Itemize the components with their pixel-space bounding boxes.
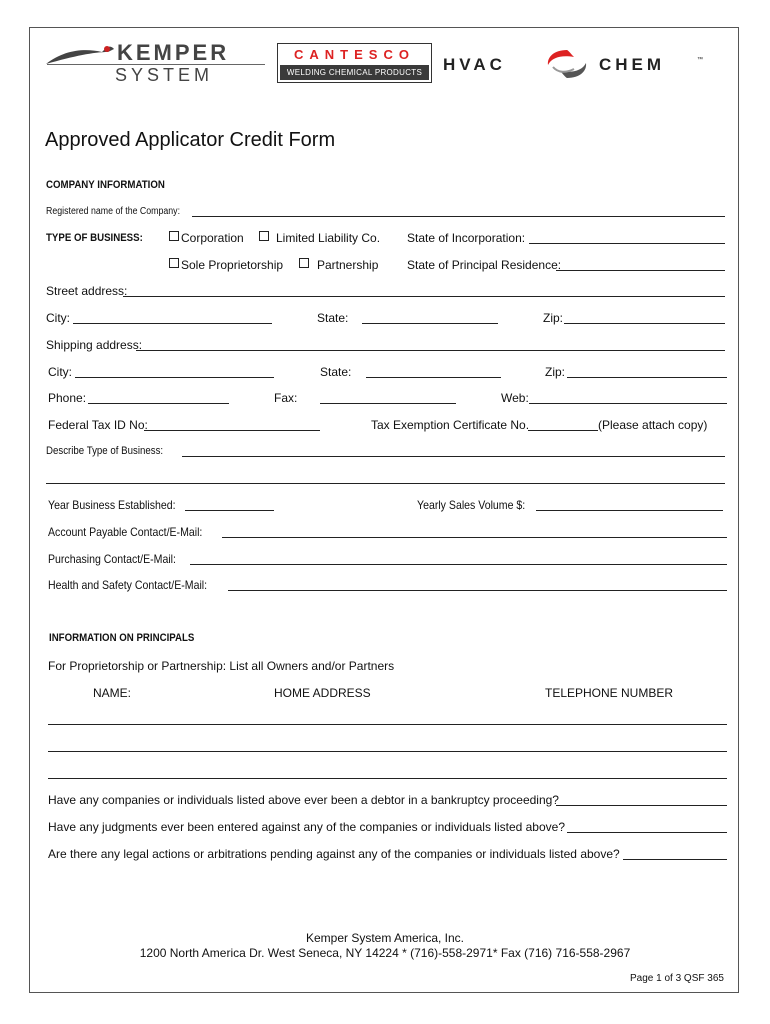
street-address-label: Street address: xyxy=(46,284,128,298)
principal-row-1[interactable] xyxy=(48,724,727,725)
shipping-state-label: State: xyxy=(320,365,352,379)
state-incorporation-label: State of Incorporation: xyxy=(407,231,526,245)
federal-tax-label: Federal Tax ID No: xyxy=(48,418,148,432)
corporation-label: Corporation xyxy=(181,231,244,245)
bankruptcy-answer-field[interactable] xyxy=(556,805,727,806)
registered-name-field[interactable] xyxy=(192,216,725,217)
shipping-state-field[interactable] xyxy=(366,377,501,378)
column-address-header: HOME ADDRESS xyxy=(274,686,371,700)
street-address-field[interactable] xyxy=(123,296,725,297)
yearly-sales-label: Yearly Sales Volume $: xyxy=(417,498,526,512)
zip-field[interactable] xyxy=(564,323,725,324)
form-title: Approved Applicator Credit Form xyxy=(45,129,336,151)
ap-contact-label: Account Payable Contact/E-Mail: xyxy=(48,525,203,539)
kemper-wordmark: KEMPER xyxy=(117,40,230,65)
legal-actions-answer-field[interactable] xyxy=(623,859,727,860)
shipping-zip-field[interactable] xyxy=(567,377,727,378)
city-field[interactable] xyxy=(73,323,272,324)
cantesco-tagline: WELDING CHEMICAL PRODUCTS xyxy=(280,65,429,80)
year-established-field[interactable] xyxy=(185,510,274,511)
system-wordmark: SYSTEM xyxy=(115,65,214,85)
please-attach-note: (Please attach copy) xyxy=(598,418,708,432)
chem-wordmark: CHEM xyxy=(599,55,666,74)
describe-business-field[interactable] xyxy=(182,456,725,457)
judgments-question: Have any judgments ever been entered against any of the companies or individuals listed above? xyxy=(48,820,565,834)
shipping-address-label: Shipping address: xyxy=(46,338,143,352)
phone-label: Phone: xyxy=(48,391,87,405)
tax-exemption-label: Tax Exemption Certificate No. xyxy=(371,418,530,432)
web-label: Web: xyxy=(501,391,529,405)
phone-field[interactable] xyxy=(88,403,229,404)
hs-contact-label: Health and Safety Contact/E-Mail: xyxy=(48,578,208,592)
shipping-city-label: City: xyxy=(48,365,72,379)
legal-actions-question: Are there any legal actions or arbitrations pending against any of the companies or individuals listed above? xyxy=(48,847,620,861)
federal-tax-field[interactable] xyxy=(144,430,320,431)
tax-exemption-field[interactable] xyxy=(528,430,598,431)
type-of-business-label: TYPE OF BUSINESS: xyxy=(46,232,143,244)
column-phone-header: TELEPHONE NUMBER xyxy=(545,686,674,700)
sole-proprietorship-label: Sole Proprietorship xyxy=(181,258,284,272)
state-label: State: xyxy=(317,311,349,325)
purchasing-contact-label: Purchasing Contact/E-Mail: xyxy=(48,552,176,566)
zip-label: Zip: xyxy=(543,311,564,325)
shipping-zip-label: Zip: xyxy=(545,365,566,379)
principal-row-2[interactable] xyxy=(48,751,727,752)
partnership-checkbox[interactable] xyxy=(299,258,309,268)
city-label: City: xyxy=(46,311,70,325)
hvac-wordmark: HVAC xyxy=(443,55,506,74)
yearly-sales-field[interactable] xyxy=(536,510,723,511)
footer-company-name: Kemper System America, Inc. xyxy=(305,931,465,945)
llc-checkbox[interactable] xyxy=(259,231,269,241)
swirl-icon xyxy=(544,47,590,81)
principals-section-heading: INFORMATION ON PRINCIPALS xyxy=(49,632,195,644)
shipping-city-field[interactable] xyxy=(75,377,274,378)
partnership-label: Partnership xyxy=(317,258,379,272)
hs-contact-field[interactable] xyxy=(228,590,727,591)
llc-label: Limited Liability Co. xyxy=(276,231,381,245)
state-incorporation-field[interactable] xyxy=(529,243,725,244)
principals-intro: For Proprietorship or Partnership: List all Owners and/or Partners xyxy=(48,659,395,673)
principal-row-3[interactable] xyxy=(48,778,727,779)
footer-address: 1200 North America Dr. West Seneca, NY 14224 * (716)-558-2971* Fax (716) 716-558-2967 xyxy=(139,946,631,960)
corporation-checkbox[interactable] xyxy=(169,231,179,241)
cantesco-logo xyxy=(277,43,432,83)
sole-proprietorship-checkbox[interactable] xyxy=(169,258,179,268)
web-field[interactable] xyxy=(529,403,727,404)
state-field[interactable] xyxy=(362,323,498,324)
shipping-address-field[interactable] xyxy=(136,350,725,351)
registered-name-label: Registered name of the Company: xyxy=(46,206,181,217)
year-established-label: Year Business Established: xyxy=(48,498,176,512)
describe-business-field-2[interactable] xyxy=(46,483,725,484)
fax-label: Fax: xyxy=(274,391,298,405)
judgments-answer-field[interactable] xyxy=(567,832,727,833)
trademark-symbol: ™ xyxy=(697,57,703,63)
bankruptcy-question: Have any companies or individuals listed above ever been a debtor in a bankruptcy proceeding? xyxy=(48,793,559,807)
state-principal-field[interactable] xyxy=(556,270,725,271)
ap-contact-field[interactable] xyxy=(222,537,727,538)
purchasing-contact-field[interactable] xyxy=(190,564,727,565)
page-number: Page 1 of 3 QSF 365 xyxy=(630,973,724,984)
company-section-heading: COMPANY INFORMATION xyxy=(46,179,165,191)
cantesco-wordmark: CANTESCO xyxy=(280,46,429,63)
state-principal-label: State of Principal Residence: xyxy=(407,258,562,272)
column-name-header: NAME: xyxy=(93,686,132,700)
fax-field[interactable] xyxy=(320,403,456,404)
describe-business-label: Describe Type of Business: xyxy=(46,445,164,457)
